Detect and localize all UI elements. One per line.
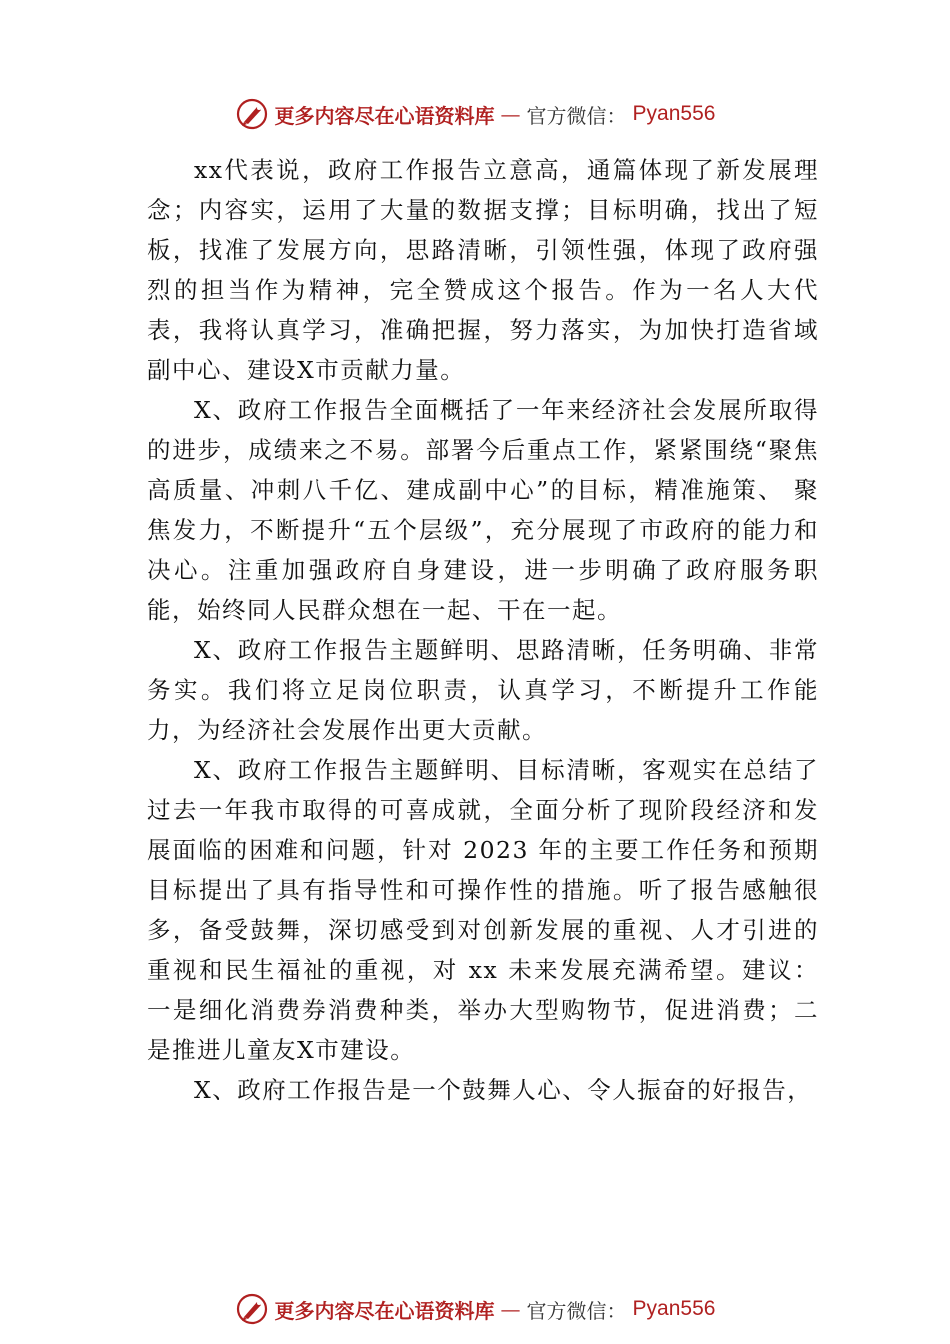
- banner-separator: —: [500, 102, 521, 126]
- footer-banner: [0, 1289, 950, 1329]
- paragraph: X、政府工作报告主题鲜明、目标清晰，客观实在总结了过去一年我市取得的可喜成就，全面分析了现阶段经济和发展面临的困难和问题，针对 2023 年的主要工作任务和预期目标提出了具有指导性和可操作性的措施。听了报告感触很多，备受鼓舞，深切感受到对创新发展的重视、人才引进的重视和民生福祉的重视，对 xx 未来发展充满希望。建议：一是细化消费券消费种类，举办大型购物节，促进消费；二是推进儿童友X市建设。: [147, 756, 819, 1064]
- paragraph: X、政府工作报告主题鲜明、思路清晰，任务明确、非常务实。我们将立足岗位职责，认真学习，不断提升工作能力，为经济社会发展作出更大贡献。: [147, 636, 819, 744]
- banner-wechat-label: 官方微信：: [526, 103, 627, 128]
- banner-content: [235, 1292, 716, 1326]
- paragraph: X、政府工作报告全面概括了一年来经济社会发展所取得的进步，成绩来之不易。部署今后重点工作，紧紧围绕“聚焦高质量、冲刺八千亿、建成副中心”的目标，精准施策、 聚焦发力，不断提升“五个层级”，充分展现了市政府的能力和决心。注重加强政府自身建设，进一步明确了政府服务职能，始终同人民群众想在一起、干在一起。: [147, 396, 819, 624]
- banner-wechat-id: Pyan556: [632, 102, 716, 125]
- pen-nib-logo-icon: [235, 97, 269, 131]
- banner-content: [235, 97, 716, 131]
- banner-wechat-label: 官方微信：: [526, 1298, 627, 1323]
- banner-site-text: 更多内容尽在心语资料库: [274, 1298, 495, 1323]
- pen-nib-logo-icon: [235, 1292, 269, 1326]
- document-body: [147, 150, 819, 1110]
- paragraph: X、政府工作报告是一个鼓舞人心、令人振奋的好报告，: [194, 1076, 813, 1104]
- banner-site-text: 更多内容尽在心语资料库: [274, 103, 495, 128]
- banner-wechat-id: Pyan556: [632, 1297, 716, 1320]
- header-banner: [0, 94, 950, 134]
- banner-separator: —: [500, 1297, 521, 1321]
- paragraph: xx代表说，政府工作报告立意高，通篇体现了新发展理念；内容实，运用了大量的数据支撑；目标明确，找出了短板，找准了发展方向，思路清晰，引领性强，体现了政府强烈的担当作为精神，完全赞成这个报告。作为一名人大代表，我将认真学习，准确把握，努力落实，为加快打造省域副中心、建设X市贡献力量。: [147, 156, 819, 384]
